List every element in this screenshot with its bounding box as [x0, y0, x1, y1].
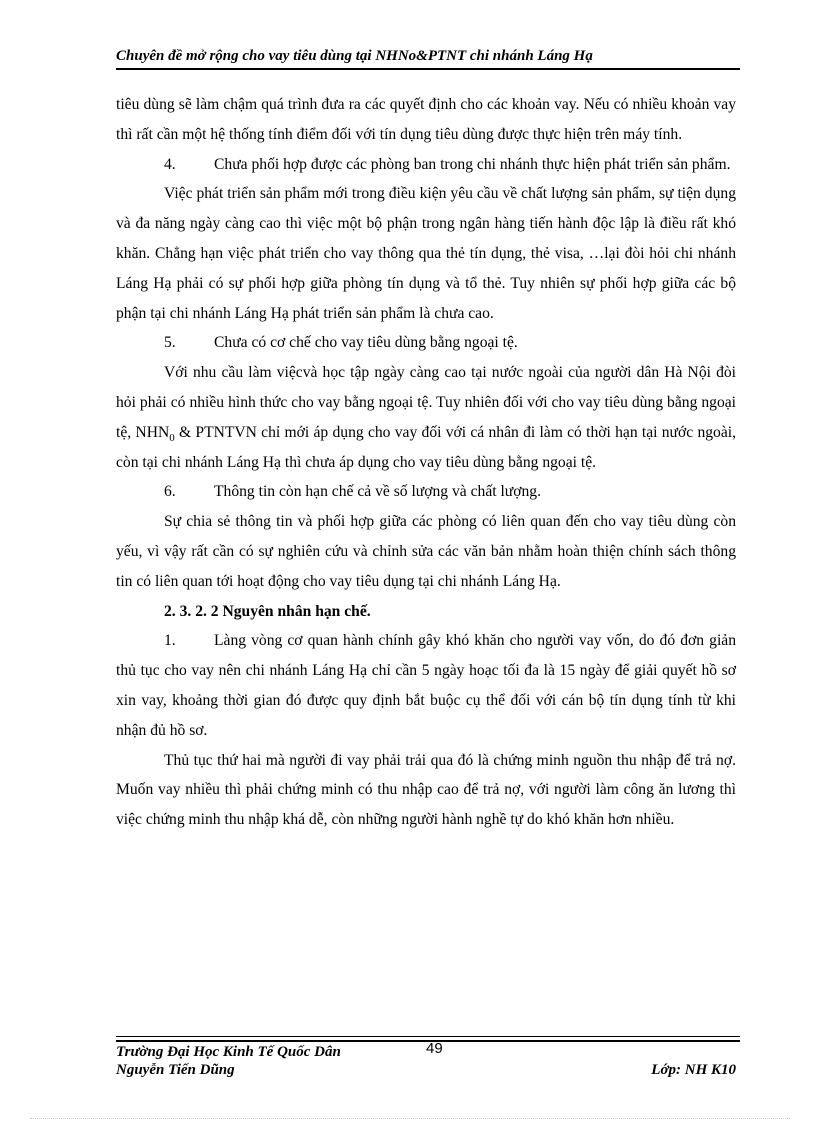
- list-item: [116, 328, 736, 358]
- paragraph: [116, 358, 736, 477]
- list-item-text: Làng vòng cơ quan hành chính gây khó khăn cho người vay vốn, do đó đơn giản thủ tục cho vay nên chi nhánh Láng Hạ chỉ cần 5 ngày hoạc tối đa là 15 ngày để giải quyết hồ sơ xin vay, khoảng thời gian đó được quy định bắt buộc cụ thể đối với cán bộ tín dụng tính từ khi nhận đủ hồ sơ.: [116, 632, 736, 739]
- footer-divider: [116, 1036, 740, 1037]
- subscript: 0: [169, 431, 175, 444]
- paragraph: Thủ tục thứ hai mà người đi vay phải trải qua đó là chứng minh nguồn thu nhập để trả nợ. Muốn vay nhiều thì phải chứng minh có thu nhập cao để trả nợ, với người làm công ăn lương thì việc chứng minh thu nhập khá dễ, còn những người hành nghề tự do khó khăn hơn nhiều.: [116, 751, 736, 829]
- list-item-number: 1.: [164, 632, 176, 650]
- header-divider: [116, 68, 740, 70]
- paragraph: Sự chia sẻ thông tin và phối hợp giữa các phòng có liên quan đến cho vay tiêu dùng còn yếu, vì vậy rất cần có sự nghiên cứu và chỉnh sửa các văn bản nhằm hoàn thiện chính sách thông tin có liên quan tới hoạt động cho vay tiêu dụng tại chi nhánh Láng Hạ.: [116, 513, 736, 590]
- paragraph-text: & PTNTVN chỉ mới áp dụng cho vay đối với cá nhân đi làm có thời hạn tại nước ngoài, còn tại chi nhánh Láng Hạ thì chưa áp dụng cho vay tiêu dùng bằng ngoại tệ.: [116, 423, 736, 471]
- list-item-number: 6.: [164, 483, 176, 501]
- footer-student-name: Nguyễn Tiến Dũng: [116, 1062, 235, 1078]
- footer-school: Trường Đại Học Kinh Tế Quốc Dân: [116, 1044, 341, 1060]
- paragraph-text: Với nhu cầu làm việcvà học tập ngày càng cao tại nước ngoài của người dân Hà Nội đòi hỏi phải có nhiều hình thức cho vay bằng ngoại tệ. Tuy nhiên đối với cho vay tiêu dùng bằng ngoại tệ, NHN: [116, 364, 736, 441]
- list-item-number: 4.: [164, 155, 176, 173]
- list-item: [116, 477, 736, 507]
- list-item-text: Chưa có cơ chế cho vay tiêu dùng bằng ngoại tệ.: [214, 334, 518, 352]
- paragraph: tiêu dùng sẽ làm chậm quá trình đưa ra các quyết định cho các khoản vay. Nếu có nhiều khoản vay thì rất cần một hệ thống tính điểm đối với tín dụng tiêu dùng được thực hiện trên máy tính.: [116, 96, 736, 143]
- paragraph: Việc phát triển sản phẩm mới trong điều kiện yêu cầu về chất lượng sản phẩm, sự tiện dụng và đa năng ngày càng cao thì việc một bộ phận trong ngân hàng tiến hành độc lập là điều rất khó khăn. Chẳng hạn việc phát triển cho vay thông qua thẻ tín dụng, thẻ visa, …lại đòi hỏi chi nhánh Láng Hạ phải có sự phối hợp giữa phòng tín dụng và tổ thẻ. Tuy nhiên sự phối hợp giữa các bộ phận tại chi nhánh Láng Hạ phát triển sản phẩm là chưa cao.: [116, 185, 736, 322]
- list-item: [116, 626, 736, 745]
- list-item-text: Chưa phối hợp được các phòng ban trong chi nhánh thực hiện phát triển sản phẩm.: [214, 155, 731, 173]
- footer-class: Lớp: NH K10: [651, 1062, 736, 1078]
- page-number: 49: [426, 1040, 443, 1057]
- document-body: [116, 90, 736, 835]
- list-item-text: Thông tin còn hạn chế cả về số lượng và chất lượng.: [214, 483, 541, 501]
- section-heading: 2. 3. 2. 2 Nguyên nhân hạn chế.: [164, 602, 371, 620]
- page-edge-dots: [30, 1118, 790, 1119]
- page-header-title: Chuyên đề mở rộng cho vay tiêu dùng tại NHNo&PTNT chi nhánh Láng Hạ: [116, 48, 593, 64]
- list-item-number: 5.: [164, 334, 176, 352]
- list-item: [116, 150, 736, 180]
